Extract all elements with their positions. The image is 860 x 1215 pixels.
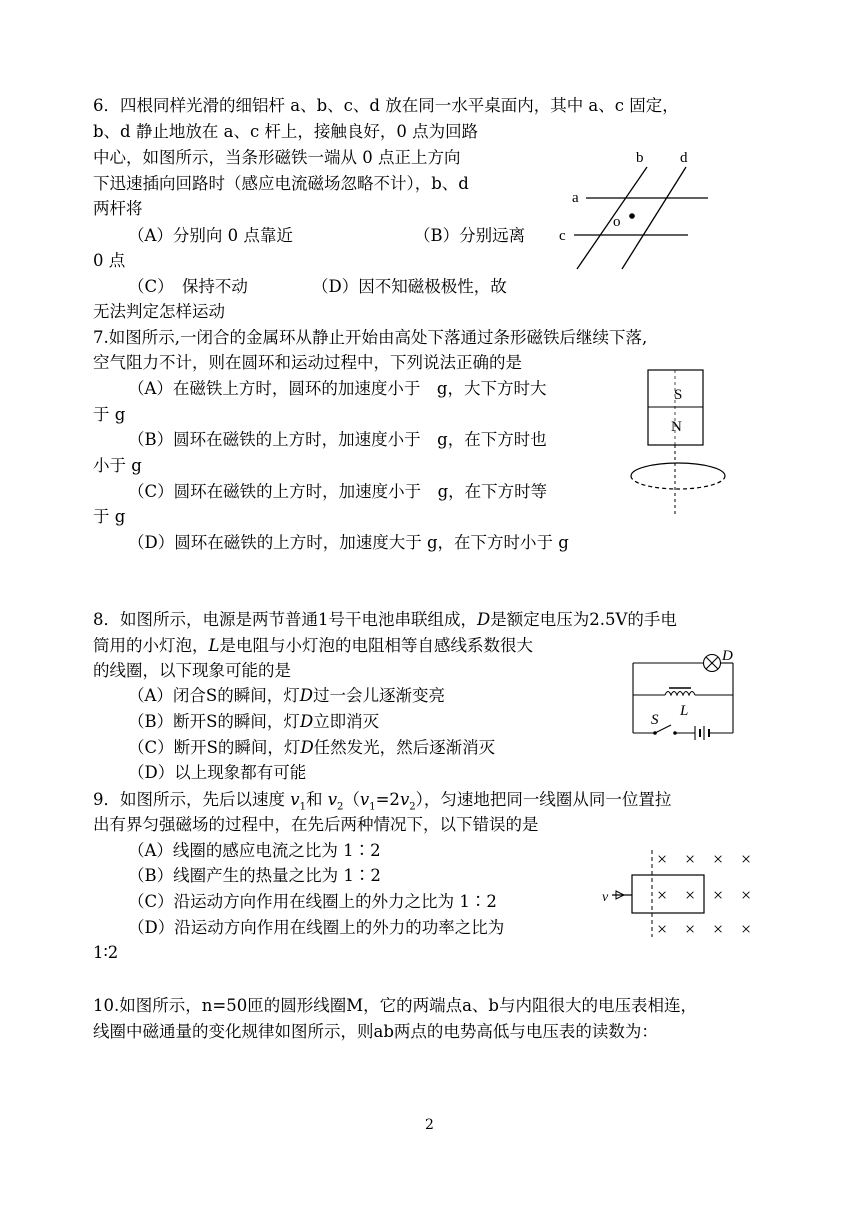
label-d: d [680,150,688,166]
q8-opt-b-text-1: （B）断开S的瞬间，灯 [128,712,300,731]
q9-text-3: （ [343,790,360,809]
field-cross: × [741,885,752,905]
q8-opt-a-var: D [299,686,313,705]
label-c: c [559,228,566,244]
q7-option-b: （B）圆环在磁铁的上方时，加速度小于 g，在下方时也 [128,430,547,449]
q8-opt-c-text-1: （C）断开S的瞬间，灯 [128,738,301,757]
field-cross: × [657,885,668,905]
q7-option-a-continued: 于 g [93,405,126,424]
field-cross: × [713,849,724,869]
field-cross: × [713,919,724,939]
field-cross: × [685,919,696,939]
q8-var-l: L [208,636,220,655]
q6-option-d-continued: 无法判定怎样运动 [93,302,225,321]
q9-text-2: 和 [305,790,328,809]
ring-front [631,476,725,489]
q8-stem-text-1b: 是额定电压为2.5V的手电 [490,610,677,629]
q6-stem-line-1: 6．四根同样光滑的细铝杆 a、b、c、d 放在同一水平桌面内，其中 a、c 固定， [93,96,679,115]
field-cross: × [741,849,752,869]
switch-pivot [653,731,657,735]
q9-option-a: （A）线圈的感应电流之比为 1∶2 [128,841,381,860]
q8-opt-a-text-2: 过一会儿逐渐变亮 [312,686,445,705]
q9-option-d-continued: 1∶2 [93,943,119,962]
q8-stem-line-2 [93,636,533,656]
q8-stem-text-1a: 8．如图所示，电源是两节普通1号干电池串联组成， [93,610,477,629]
q9-magnetic-field-figure [600,845,770,940]
q8-stem-line-3: 的线圈，以下现象可能的是 [93,661,291,680]
pole-n: N [671,419,682,435]
q7-magnet-ring-figure [625,365,735,520]
q9-stem-line-2: 出有界匀强磁场的过程中，在先后两种情况下，以下错误的是 [93,815,539,834]
q8-stem-text-2a: 筒用的小灯泡， [93,636,209,655]
field-cross: × [685,849,696,869]
q9-text-4: =2 [375,790,400,809]
q9-sub-3: 1 [369,801,376,813]
q7-option-b-continued: 小于 g [93,456,142,475]
q8-opt-c-text-2: 任然发光，然后逐渐消灭 [313,738,496,757]
label-inductor-l: L [680,703,689,719]
q9-var-v4: v [399,790,410,809]
q8-opt-b-text-2: 立即消灭 [313,712,380,731]
q6-option-a: （A）分别向 0 点靠近 [128,226,293,245]
q7-option-a: （A）在磁铁上方时，圆环的加速度小于 g，大下方时大 [128,379,547,398]
q6-stem-line-3: 中心，如图所示，当条形磁铁一端从 0 点正上方向 [93,148,461,167]
q8-option-d: （D）以上现象都有可能 [128,763,307,782]
q9-option-b: （B）线圈产生的热量之比为 1∶2 [128,866,381,885]
q8-option-c [128,738,495,758]
q7-stem-line-2: 空气阻力不计，则在圆环和运动过程中，下列说法正确的是 [93,353,522,372]
q8-stem-line-1 [93,610,677,630]
label-a: a [572,190,579,206]
center-point-o [629,213,635,219]
field-cross: × [657,919,668,939]
q7-option-c-continued: 于 g [93,507,126,526]
q9-option-d: （D）沿运动方向作用在线圈上的外力的功率之比为 [128,918,505,937]
q8-var-d: D [477,610,491,629]
pole-s: S [674,387,683,403]
q6-option-d: （D）因不知磁极极性，故 [312,277,507,296]
q6-option-b: （B）分别远离 [414,226,526,245]
q6-rods-figure [550,145,720,275]
inductor-coil [665,692,695,696]
switch-contact [673,731,677,735]
q8-opt-b-var: D [299,712,314,731]
q10-stem-line-1: 10.如图所示，n=50匝的圆形线圈M，它的两端点a、b与内阻很大的电压表相连， [93,996,697,1015]
q6-option-c: （C） 保持不动 [128,277,248,296]
q8-option-b [128,712,379,732]
q9-sub-2: 2 [337,801,344,813]
q6-option-b-continued: 0 点 [93,251,126,270]
q8-opt-a-text-1: （A）闭合S的瞬间，灯 [128,686,300,705]
label-switch-s: S [651,712,659,728]
label-b: b [636,150,644,166]
q7-stem-line-1: 7.如图所示,一闭合的金属环从静止开始由高处下落通过条形磁铁后继续下落, [93,328,648,347]
q8-circuit-figure [625,645,740,740]
field-cross: × [713,885,724,905]
q9-stem-line-1 [93,790,671,817]
q8-stem-text-2b: 是电阻与小灯泡的电阻相等自感线系数很大 [219,636,533,655]
label-o: o [613,214,621,230]
q10-stem-line-2: 线圈中磁通量的变化规律如图所示，则ab两点的电势高低与电压表的读数为： [93,1022,658,1041]
q9-sub-4: 2 [409,801,416,813]
q6-stem-line-4: 下迅速插向回路时（感应电流磁场忽略不计），b、d [93,174,469,193]
q9-var-v3: v [359,790,370,809]
q7-option-d: （D）圆环在磁铁的上方时，加速度大于 g，在下方时小于 g [128,533,569,552]
q9-var-v2: v [327,790,338,809]
q6-stem-line-2: b、d 静止地放在 a、c 杆上，接触良好，0 点为回路 [93,122,479,141]
q6-stem-line-5: 两杆将 [93,199,143,218]
field-cross: × [741,919,752,939]
q9-text-5: ），匀速地把同一线圈从同一位置拉 [415,790,672,809]
q9-text-1: 9．如图所示，先后以速度 [93,790,291,809]
q9-option-c: （C）沿运动方向作用在线圈上的外力之比为 1∶2 [128,892,497,911]
q8-opt-c-var: D [300,738,314,757]
q9-var-v1: v [290,790,300,809]
label-lamp-d: D [722,648,733,664]
label-velocity-v: v [602,890,609,905]
ring-back [631,463,725,476]
page-number: 2 [425,1117,434,1133]
field-cross: × [685,885,696,905]
q7-option-c: （C）圆环在磁铁的上方时，加速度小于 g，在下方时等 [128,482,548,501]
rod-b [577,167,647,269]
field-cross: × [657,849,668,869]
q9-sub-1: 1 [299,801,306,813]
q8-option-a [128,686,445,706]
